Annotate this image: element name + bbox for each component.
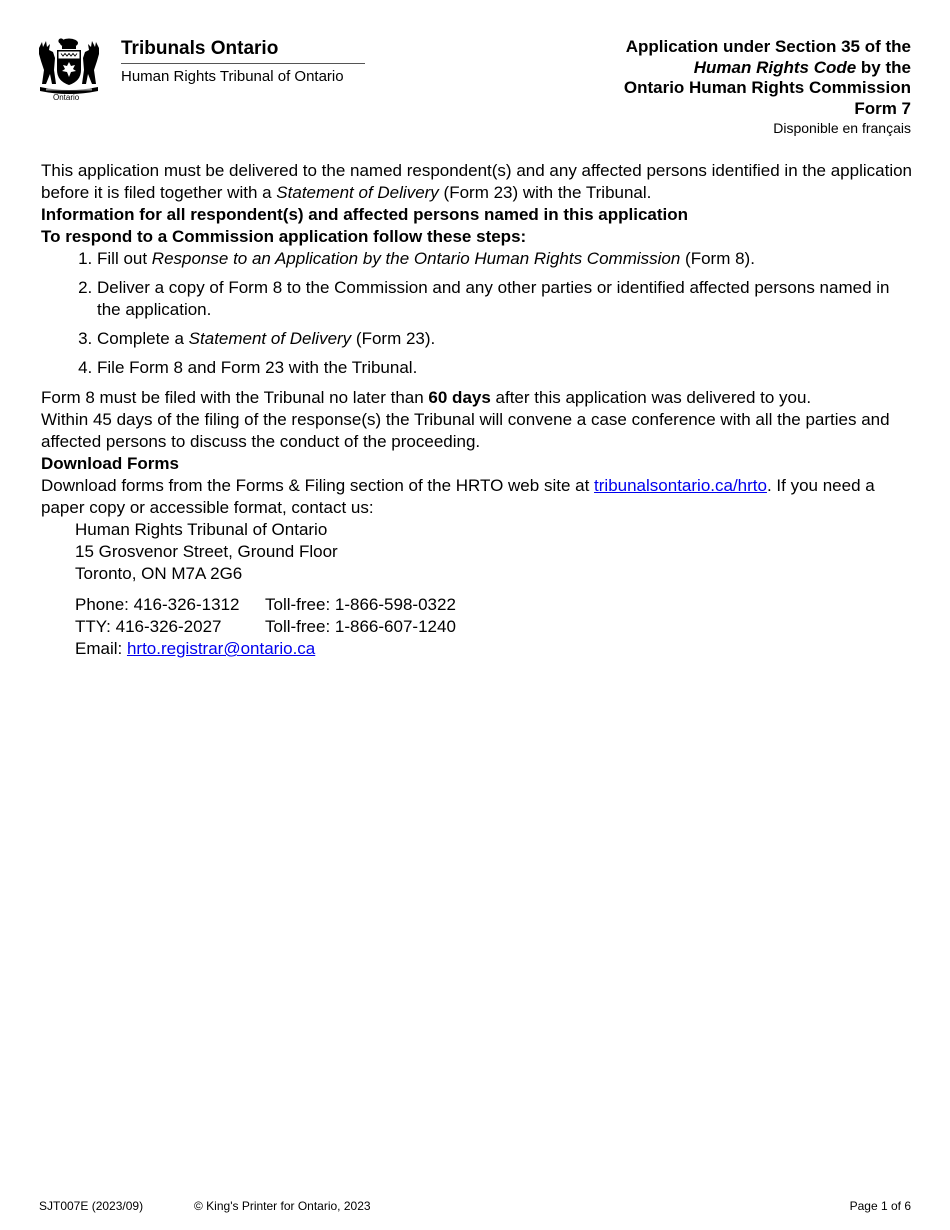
intro-paragraph [41,160,913,204]
tribunal-address [41,519,913,585]
organization-name: Tribunals Ontario [121,38,279,59]
form-title-line3: Ontario Human Rights Commission [623,78,911,97]
form-title-line1: Application under Section 35 of the [625,37,911,56]
case-conference-paragraph: Within 45 days of the filing of the response(s) the Tribunal will convene a case conference with all the parties and affected persons to discuss the conduct of the proceeding. [41,410,890,451]
step-item [97,328,913,350]
phone-row [75,594,913,616]
download-forms-heading: Download Forms [41,454,179,473]
steps-list [41,248,913,379]
crest-caption: Ontario [53,93,80,102]
deadline-paragraph [41,387,913,409]
statement-of-delivery-title: Statement of Delivery [276,183,439,202]
intro-text-end: (Form 23) with the Tribunal. [438,183,652,202]
hrto-website-link[interactable]: tribunalsontario.ca/hrto [594,476,767,495]
form-title-line2 [624,58,911,79]
step-text-end: (Form 8). [680,249,755,268]
step-item [97,248,913,270]
form-body [41,160,913,660]
contact-info [41,594,913,660]
logo-divider [121,63,365,64]
form-title [624,37,911,119]
form-number: Form 7 [854,98,911,118]
tty-row [75,616,913,638]
organization-subtitle: Human Rights Tribunal of Ontario [121,68,344,85]
human-rights-code-title: Human Rights Code [693,57,857,77]
address-line: Toronto, ON M7A 2G6 [75,564,243,583]
email-link[interactable]: hrto.registrar@ontario.ca [126,639,316,658]
step-item: 4. File Form 8 and Form 23 with the Tribunal. [97,357,913,379]
step-form-title: Response to an Application by the Ontario Human Rights Commission [151,249,681,268]
step-text-end: (Form 23). [351,329,436,348]
tty-number: TTY: 416-326-2027 [75,617,222,636]
steps-heading: To respond to a Commission application follow these steps: [41,227,527,246]
phone-tollfree: Toll-free: 1-866-598-0322 [265,595,456,614]
address-line: 15 Grosvenor Street, Ground Floor [75,542,338,561]
page-number: Page 1 of 6 [849,1199,911,1213]
tribunals-ontario-logo [36,36,366,106]
email-row [75,638,913,660]
phone-number: Phone: 416-326-1312 [75,595,240,614]
deadline-days: 60 days [428,388,491,407]
step-text: Fill out [97,249,152,268]
deadline-text: Form 8 must be filed with the Tribunal no later than [41,388,429,407]
email-label: Email: [75,639,127,658]
page-footer [39,1199,911,1215]
form-title-line2-rest: by the [856,57,911,77]
step-item: 2. Deliver a copy of Form 8 to the Commission and any other parties or identified affected persons named in the application. [97,277,913,321]
download-text-end: . If you need a paper copy or accessible format, contact us: [41,476,875,517]
form-code: SJT007E (2023/09) [39,1199,144,1213]
tty-tollfree: Toll-free: 1-866-607-1240 [265,617,456,636]
step-form-title: Statement of Delivery [188,329,352,348]
address-line: Human Rights Tribunal of Ontario [75,520,328,539]
step-text: Complete a [97,329,189,348]
download-text: Download forms from the Forms & Filing section of the HRTO web site at [41,476,595,495]
intro-text: This application must be delivered to the named respondent(s) and any affected persons identified in the application before it is filed together with a [41,161,913,202]
deadline-text-end: after this application was delivered to you. [490,388,812,407]
download-forms-paragraph [41,475,913,519]
copyright: © King's Printer for Ontario, 2023 [194,1199,371,1213]
info-heading: Information for all respondent(s) and affected persons named in this application [41,205,689,224]
french-availability: Disponible en français [773,120,911,136]
